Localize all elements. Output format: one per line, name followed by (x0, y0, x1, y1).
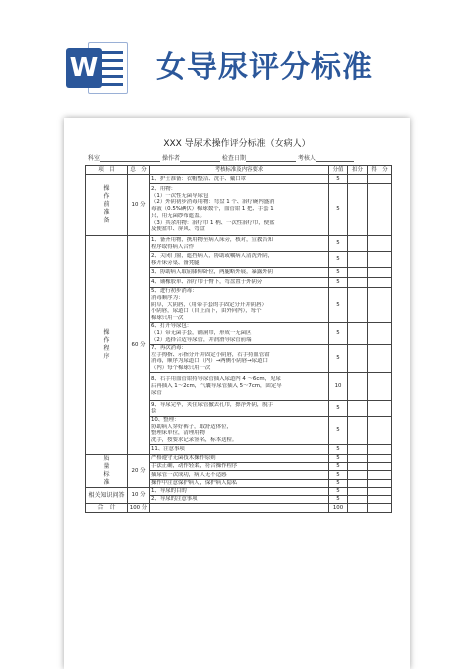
score-cell: 100 (329, 504, 348, 513)
criteria-cell (150, 278, 329, 288)
score-cell: 5 (329, 288, 348, 323)
got-cell[interactable] (368, 288, 392, 323)
word-logo-icon (66, 38, 128, 98)
criteria-cell (150, 444, 329, 454)
got-cell[interactable] (368, 463, 392, 471)
criteria-line: （1）带无菌手套，铺洞巾，形成一无菌区 (151, 329, 252, 336)
score-cell: 5 (329, 488, 348, 496)
score-cell: 5 (329, 444, 348, 454)
criteria-line: 套 (151, 408, 157, 415)
got-cell[interactable] (368, 322, 392, 344)
got-cell[interactable] (368, 504, 392, 513)
got-cell[interactable] (368, 454, 392, 462)
criteria-line: 毒液（0.5%碘伏）棉球数个，血管钳 1 把、手套 1 (151, 206, 274, 213)
criteria-line: 8、右手用血管钳持导尿管插入尿道内 4 ～6cm，见尿 (151, 376, 281, 383)
criteria-line: 9、导尿完毕，夹住尿管撤去孔巾，擦净外阴，脱手 (151, 401, 274, 408)
group-total-sum: 100 分 (128, 504, 150, 513)
criteria-line: （3）其余用物：治疗巾 1 柄、一次性治疗巾，便盆 (151, 219, 275, 226)
criteria-cell (150, 463, 329, 471)
criteria-cell (150, 236, 329, 252)
score-cell: 5 (329, 236, 348, 252)
criteria-line: 整理床单位，清理用物 (151, 430, 205, 437)
table-row (86, 175, 392, 184)
criteria-line: （2）选择合适导尿管，并润滑导尿管前端 (151, 336, 252, 343)
banner (0, 0, 474, 118)
criteria-line: 插尿管一次成功，病人无不适感 (151, 471, 227, 478)
criteria-line: 只，用无菌纱布遮盖。 (151, 212, 205, 219)
score-cell: 5 (329, 322, 348, 344)
deduct-cell[interactable] (348, 372, 368, 400)
criteria-line: 1、护士准备：衣帽整洁、洗手、戴口罩 (151, 175, 247, 182)
meta-operator-label: 操作者 (161, 155, 180, 162)
score-cell: 5 (329, 471, 348, 479)
table-row (86, 488, 392, 496)
word-badge: W (66, 48, 102, 88)
deduct-cell[interactable] (348, 278, 368, 288)
deduct-cell[interactable] (348, 175, 368, 184)
header-total: 总 分 (128, 166, 150, 175)
got-cell[interactable] (368, 175, 392, 184)
criteria-cell (150, 322, 329, 344)
criteria-line: 阴阜，大阴唇，（用带手套的手固定分开并阴唇） (151, 301, 267, 308)
got-cell[interactable] (368, 471, 392, 479)
criteria-cell (150, 184, 329, 236)
criteria-line: 1、导尿的目的 (151, 488, 187, 495)
meta-examiner-label: 考核人 (297, 155, 316, 162)
deduct-cell[interactable] (348, 454, 368, 462)
criteria-line: 5、进行初步消毒： (151, 288, 198, 294)
got-cell[interactable] (368, 444, 392, 454)
criteria-line: 6、打开导尿包： (151, 323, 193, 330)
got-cell[interactable] (368, 479, 392, 487)
meta-row (88, 153, 388, 162)
criteria-line: 左手拇指、示指分开并固定小阴唇，右手持血管钳 (151, 351, 270, 358)
criteria-line: 4、铺橡胶单、治疗巾于臀下，弯盘置于外阴旁 (151, 279, 263, 286)
header-row (86, 166, 392, 175)
table-row (86, 236, 392, 252)
criteria-line: 10、整理： (151, 416, 180, 423)
score-cell: 10 (329, 372, 348, 400)
group-label-sum: 合 计 (86, 504, 128, 513)
score-cell: 5 (329, 184, 348, 236)
criteria-line: （2）外阴初步消毒用物：弯盘 1 个、治疗碗内盛消 (151, 199, 275, 206)
score-cell: 5 (329, 400, 348, 416)
got-cell[interactable] (368, 416, 392, 444)
criteria-line: 消毒顺序为： (151, 294, 184, 301)
deduct-cell[interactable] (348, 488, 368, 496)
deduct-cell[interactable] (348, 288, 368, 323)
criteria-cell (150, 504, 329, 513)
group-label-prep: 操作前准备 (86, 175, 128, 236)
deduct-cell[interactable] (348, 322, 368, 344)
group-total-prep: 10 分 (128, 175, 150, 236)
criteria-line: 洗手，按要求记录签名，标本送检。 (151, 437, 238, 443)
got-cell[interactable] (368, 278, 392, 288)
criteria-line: 尿管 (151, 389, 162, 396)
score-cell: 5 (329, 344, 348, 372)
criteria-line: （内）每个棉球只用一次 (151, 365, 211, 371)
score-cell: 5 (329, 496, 348, 504)
deduct-cell[interactable] (348, 463, 368, 471)
criteria-line: 程序取得病人合作 (151, 243, 195, 250)
deduct-cell[interactable] (348, 400, 368, 416)
criteria-line: 棉球只用一次 (151, 315, 184, 321)
group-label-proc: 操作程序 (86, 236, 128, 455)
document-title: 女导尿评分标准 (156, 50, 373, 85)
deduct-cell[interactable] (348, 479, 368, 487)
table-row (86, 504, 392, 513)
group-total-qa: 10 分 (128, 488, 150, 504)
criteria-line: 3、协助病人取屈膝仰卧位，两腿略外展，暴露外阴 (151, 269, 274, 276)
header-deduct: 扣分 (348, 166, 368, 175)
criteria-cell (150, 400, 329, 416)
deduct-cell[interactable] (348, 344, 368, 372)
group-total-quality: 20 分 (128, 454, 150, 487)
header-got: 得 分 (368, 166, 392, 175)
criteria-cell (150, 416, 329, 444)
document-page (64, 118, 410, 669)
header-score: 分值 (329, 166, 348, 175)
criteria-line: 严格遵守无菌技术操作原则 (151, 455, 216, 462)
score-cell: 5 (329, 479, 348, 487)
header-criteria: 考核标准及内容要求 (150, 166, 329, 175)
score-cell: 5 (329, 278, 348, 288)
deduct-cell[interactable] (348, 496, 368, 504)
criteria-line: 1、备齐用物，携用物至病人床旁，核对，宣教告知 (151, 236, 274, 243)
meta-dept-label: 科室 (88, 155, 101, 162)
deduct-cell[interactable] (348, 252, 368, 268)
header-item: 项 目 (86, 166, 128, 175)
score-cell: 5 (329, 416, 348, 444)
score-cell: 5 (329, 463, 348, 471)
criteria-cell (150, 175, 329, 184)
criteria-cell (150, 344, 329, 372)
deduct-cell[interactable] (348, 416, 368, 444)
criteria-cell (150, 496, 329, 504)
group-label-quality: 质量标准 (86, 454, 128, 487)
got-cell[interactable] (368, 252, 392, 268)
criteria-line: 移开床旁桌、备凳腿 (151, 259, 200, 266)
criteria-line: 操作中注意保护病人，保护病人隐私 (151, 480, 238, 487)
got-cell[interactable] (368, 236, 392, 252)
criteria-cell (150, 372, 329, 400)
criteria-cell (150, 268, 329, 278)
criteria-line: 2、导尿的注意事项 (151, 496, 198, 503)
score-cell: 5 (329, 454, 348, 462)
criteria-line: 7、再次消毒： (151, 344, 187, 351)
criteria-cell (150, 252, 329, 268)
criteria-line: 后再插入 1～2cm，气囊导尿管插入 5～7cm，固定导 (151, 382, 282, 389)
group-total-proc: 60 分 (128, 236, 150, 455)
score-cell: 5 (329, 252, 348, 268)
group-label-qa: 相关知识问答 (86, 488, 128, 504)
deduct-cell[interactable] (348, 504, 368, 513)
criteria-line: 2、用物： (151, 185, 176, 192)
criteria-cell (150, 288, 329, 323)
criteria-cell (150, 471, 329, 479)
deduct-cell[interactable] (348, 268, 368, 278)
criteria-line: 2、关闭门窗，遮挡病人，协助或嘱病人清洗外阴， (151, 252, 274, 259)
got-cell[interactable] (368, 488, 392, 496)
criteria-line: 消毒，顺序为尿道口（内）→两侧小阴唇→尿道口 (151, 358, 268, 365)
criteria-line: 协助病人穿好裤子，取舒适体位， (151, 423, 232, 430)
criteria-cell (150, 479, 329, 487)
criteria-line: 及便盆巾、屏风、弯盘 (151, 226, 205, 233)
form-title: XXX 导尿术操作评分标准（女病人） (163, 139, 311, 149)
deduct-cell[interactable] (348, 236, 368, 252)
score-cell: 5 (329, 268, 348, 278)
got-cell[interactable] (368, 344, 392, 372)
got-cell[interactable] (368, 400, 392, 416)
got-cell[interactable] (368, 268, 392, 278)
criteria-cell (150, 454, 329, 462)
criteria-line: 11、注意事项 (151, 445, 185, 452)
deduct-cell[interactable] (348, 471, 368, 479)
got-cell[interactable] (368, 184, 392, 236)
criteria-line: 手法正确，动作轻柔，符合操作程序 (151, 463, 238, 470)
score-cell: 5 (329, 175, 348, 184)
table-row (86, 454, 392, 462)
deduct-cell[interactable] (348, 184, 368, 236)
got-cell[interactable] (368, 496, 392, 504)
deduct-cell[interactable] (348, 444, 368, 454)
criteria-cell (150, 488, 329, 496)
score-table (85, 165, 392, 513)
meta-date-label: 检查日期 (221, 155, 246, 162)
got-cell[interactable] (368, 372, 392, 400)
criteria-line: 小阴唇，尿道口（自上而下，由外向内），每个 (151, 308, 262, 315)
criteria-line: （1）一次性无菌导尿包 (151, 192, 209, 199)
